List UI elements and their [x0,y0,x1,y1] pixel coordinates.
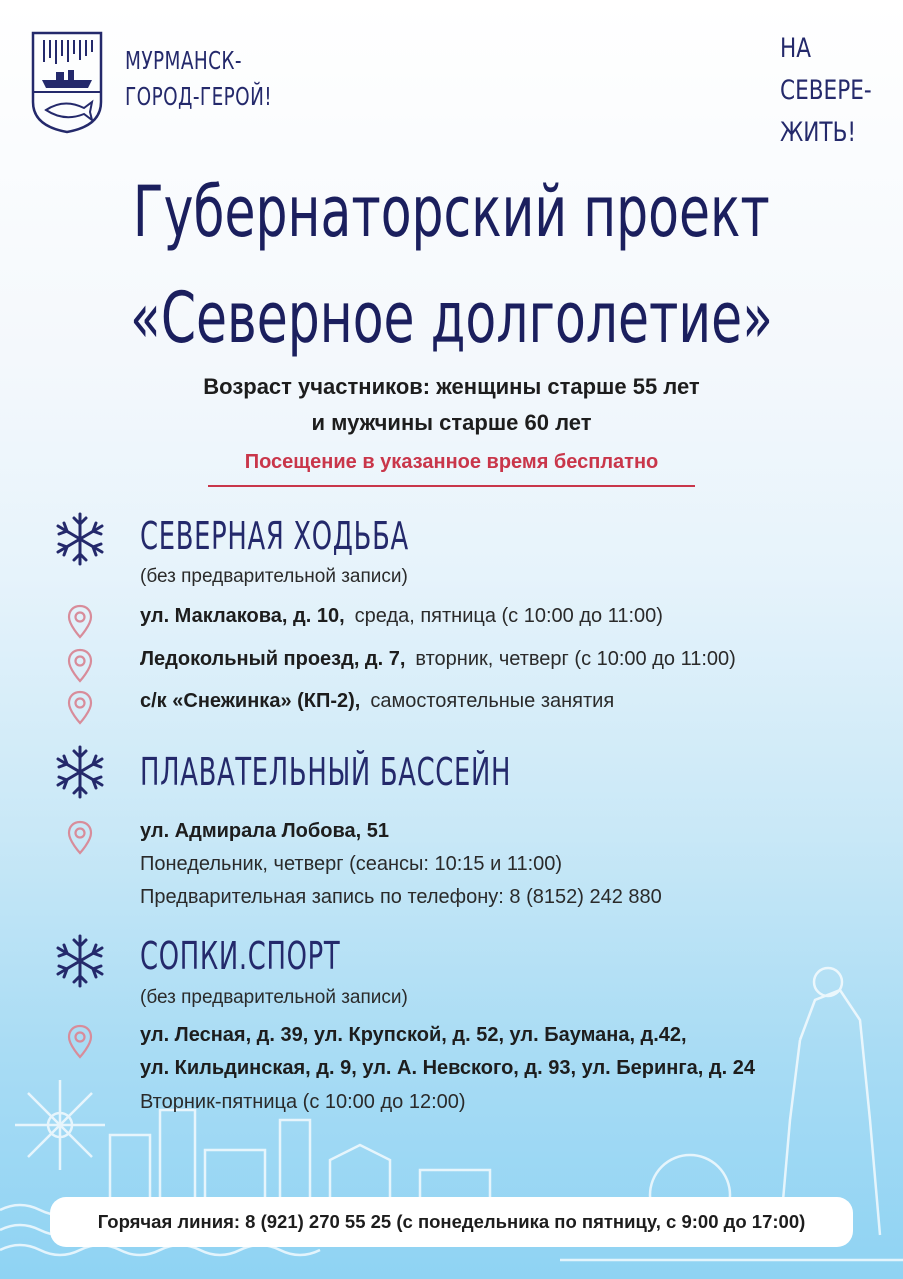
schedule: самостоятельные занятия [370,690,615,712]
north-slogan [780,28,872,154]
city-line-1: МУРМАНСК- [125,46,243,75]
age-requirement-line-1: Возраст участников: женщины старше 55 лет [203,374,700,399]
schedule: среда, пятница (с 10:00 до 11:00) [354,605,663,627]
snowflake-icon [53,512,107,566]
location-pin-icon [67,690,93,726]
page-title-line-1: Губернаторский проект [133,171,770,253]
section-title-pool: ПЛАВАТЕЛЬНЫЙ БАССЕЙН [140,750,512,794]
section-title-walking: СЕВЕРНАЯ ХОДЬБА [140,514,409,558]
section-note-sopki: (без предварительной записи) [140,987,408,1008]
age-requirement-line-2: и мужчины старше 60 лет [311,410,592,435]
pool-schedule: Понедельник, четверг (сеансы: 10:15 и 11:00) [140,853,563,875]
walking-location-2 [140,648,736,671]
city-line-2: ГОРОД-ГЕРОЙ! [125,82,273,111]
section-note-walking: (без предварительной записи) [140,566,408,587]
walking-location-3 [140,690,614,713]
address: Ледокольный проезд, д. 7, [140,648,406,670]
location-pin-icon [67,648,93,684]
snowflake-icon [53,934,107,988]
schedule: вторник, четверг (с 10:00 до 11:00) [415,648,736,670]
city-slogan [125,43,272,115]
location-pin-icon [67,604,93,640]
address: ул. Маклакова, д. 10, [140,605,345,627]
snowflake-icon [53,745,107,799]
sopki-addresses-line-1: ул. Лесная, д. 39, ул. Крупской, д. 52, ул. Баумана, д.42, [140,1024,687,1046]
free-visit-notice: Посещение в указанное время бесплатно [244,451,659,473]
notice-underline [208,485,695,487]
section-title-sopki: СОПКИ.СПОРТ [140,934,341,978]
page-title-line-2: «Северное долголетие» [130,277,773,359]
pool-address: ул. Адмирала Лобова, 51 [140,820,389,842]
pool-phone: Предварительная запись по телефону: 8 (8152) 242 880 [140,886,662,908]
slogan-line-3: ЖИТЬ! [780,117,857,148]
location-pin-icon [67,820,93,856]
murmansk-coat-of-arms-logo [30,30,104,134]
hotline-banner: Горячая линия: 8 (921) 270 55 25 (с понедельника по пятницу, с 9:00 до 17:00) [50,1197,853,1247]
address: с/к «Снежинка» (КП-2), [140,690,361,712]
sopki-addresses-line-2: ул. Кильдинская, д. 9, ул. А. Невского, д. 93, ул. Беринга, д. 24 [140,1057,755,1079]
walking-location-1 [140,605,663,628]
slogan-line-1: НА [780,33,812,64]
location-pin-icon [67,1024,93,1060]
slogan-line-2: СЕВЕРЕ- [780,75,872,106]
sopki-schedule: Вторник-пятница (с 10:00 до 12:00) [140,1091,466,1113]
